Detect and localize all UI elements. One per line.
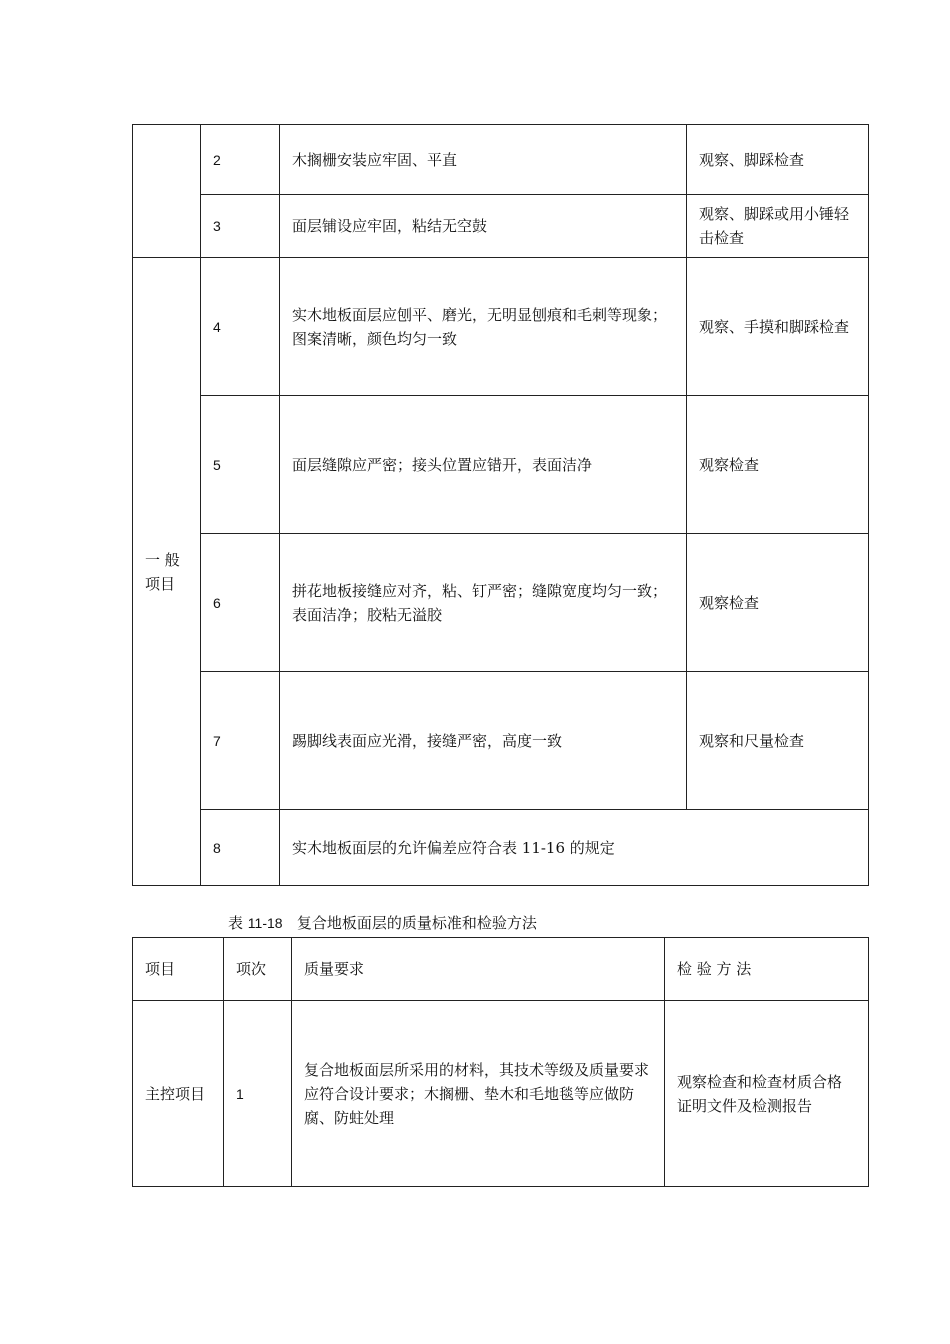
requirement-cell: 面层缝隙应严密；接头位置应错开，表面洁净 bbox=[280, 396, 687, 534]
header-method: 检 验 方 法 bbox=[665, 938, 869, 1001]
requirement-cell: 木搁栅安装应牢固、平直 bbox=[280, 125, 687, 195]
table-caption bbox=[228, 911, 537, 935]
table-row bbox=[133, 672, 869, 810]
header-category: 项目 bbox=[133, 938, 224, 1001]
method-cell: 观察和尺量检查 bbox=[687, 672, 869, 810]
header-requirement: 质量要求 bbox=[292, 938, 665, 1001]
item-number: 2 bbox=[201, 125, 280, 195]
table-row bbox=[133, 125, 869, 195]
item-number: 7 bbox=[201, 672, 280, 810]
category-main-control: 主控项目 bbox=[133, 1001, 224, 1187]
header-item-number: 项次 bbox=[224, 938, 292, 1001]
table-row bbox=[133, 534, 869, 672]
method-cell: 观察、脚踩或用小锤轻击检查 bbox=[687, 195, 869, 258]
requirement-cell: 踢脚线表面应光滑，接缝严密，高度一致 bbox=[280, 672, 687, 810]
composite-floor-quality-table bbox=[132, 937, 869, 1187]
method-cell: 观察检查 bbox=[687, 396, 869, 534]
table-row bbox=[133, 258, 869, 396]
method-cell: 观察、手摸和脚踩检查 bbox=[687, 258, 869, 396]
item-number: 5 bbox=[201, 396, 280, 534]
item-number: 8 bbox=[201, 810, 280, 886]
requirement-cell: 复合地板面层所采用的材料，其技术等级及质量要求应符合设计要求；木搁栅、垫木和毛地毯等应做防腐、防蛀处理 bbox=[292, 1001, 665, 1187]
table-row bbox=[133, 810, 869, 886]
caption-prefix: 表 bbox=[228, 914, 248, 932]
item-number: 6 bbox=[201, 534, 280, 672]
table-header-row bbox=[133, 938, 869, 1001]
requirement-cell: 实木地板面层的允许偏差应符合表 11-16 的规定 bbox=[280, 810, 869, 886]
category-general-items: 一 般 项目 bbox=[133, 258, 201, 886]
requirement-cell: 实木地板面层应刨平、磨光，无明显刨痕和毛刺等现象；图案清晰，颜色均匀一致 bbox=[280, 258, 687, 396]
item-number: 3 bbox=[201, 195, 280, 258]
requirement-cell: 面层铺设应牢固，粘结无空鼓 bbox=[280, 195, 687, 258]
table-row bbox=[133, 396, 869, 534]
wood-floor-quality-table-continued bbox=[132, 124, 869, 886]
method-cell: 观察检查 bbox=[687, 534, 869, 672]
item-number: 1 bbox=[224, 1001, 292, 1187]
category-cell-continued bbox=[133, 125, 201, 258]
table-row bbox=[133, 1001, 869, 1187]
caption-title: 复合地板面层的质量标准和检验方法 bbox=[296, 914, 537, 932]
item-number: 4 bbox=[201, 258, 280, 396]
method-cell: 观察检查和检查材质合格证明文件及检测报告 bbox=[665, 1001, 869, 1187]
caption-number: 11-18 bbox=[247, 915, 283, 931]
table-row bbox=[133, 195, 869, 258]
requirement-cell: 拼花地板接缝应对齐，粘、钉严密；缝隙宽度均匀一致；表面洁净；胶粘无溢胶 bbox=[280, 534, 687, 672]
method-cell: 观察、脚踩检查 bbox=[687, 125, 869, 195]
